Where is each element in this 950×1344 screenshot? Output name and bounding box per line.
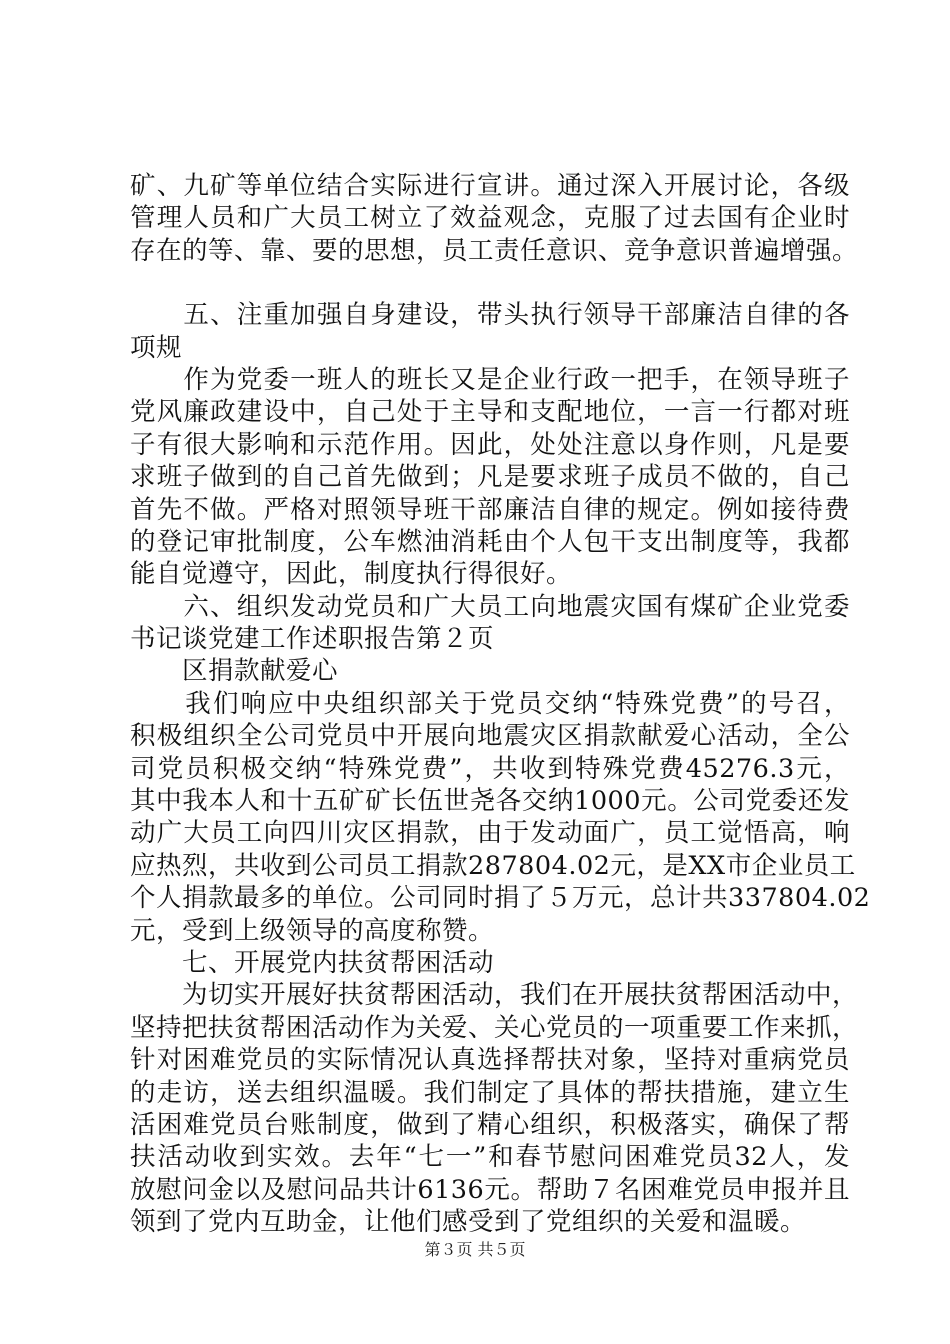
text-line: 作为党委一班人的班长又是企业行政一把手，在领导班子 [130, 364, 850, 395]
section-heading: 六、组织发动党员和广大员工向地震灾国有煤矿企业党委 [130, 591, 850, 622]
text-line: 管理人员和广大员工树立了效益观念，克服了过去国有企业时 [130, 203, 850, 234]
text-line: 子有很大影响和示范作用。因此，处处注意以身作则，凡是要 [130, 429, 850, 460]
text-line: 动广大员工向四川灾区捐款，由于发动面广，员工觉悟高，响 [130, 818, 850, 849]
text-line: 首先不做。严格对照领导班干部廉洁自律的规定。例如接待费 [130, 494, 850, 525]
section-heading: 五、注重加强自身建设，带头执行领导干部廉洁自律的各 [130, 300, 850, 331]
text-line: 放慰问金以及慰问品共计6136元。帮助７名困难党员申报并且 [130, 1174, 850, 1205]
text-line: 领到了党内互助金，让他们感受到了党组织的关爱和温暖。 [130, 1207, 807, 1238]
text-line: 为切实开展好扶贫帮困活动，我们在开展扶贫帮困活动中， [130, 980, 859, 1011]
text-line: 扶活动收到实效。去年“七一”和春节慰问困难党员32人，发 [130, 1142, 850, 1173]
section-heading: 项规 [130, 332, 183, 363]
text-line: 司党员积极交纳“特殊党费”，共收到特殊党费45276.3元， [130, 753, 850, 784]
document-body [130, 170, 871, 1239]
text-line: 的走访，送去组织温暖。我们制定了具体的帮扶措施，建立生 [130, 1077, 850, 1108]
text-line: 针对困难党员的实际情况认真选择帮扶对象，坚持对重病党员 [130, 1045, 850, 1076]
page-number-footer: 第３页 共５页 [424, 1240, 526, 1259]
text-line: 矿、九矿等单位结合实际进行宣讲。通过深入开展讨论，各级 [130, 171, 850, 201]
section-heading: 七、开展党内扶贫帮困活动 [130, 947, 495, 978]
text-line: 党风廉政建设中，自己处于主导和支配地位，一言一行都对班 [130, 397, 850, 428]
text-line: 个人捐款最多的单位。公司同时捐了５万元，总计共337804.02 [130, 883, 871, 914]
section-heading: 区捐款献爱心 [130, 656, 339, 687]
text-line: 活困难党员台账制度，做到了精心组织，积极落实，确保了帮 [130, 1109, 850, 1140]
text-line: 的登记审批制度，公车燃油消耗由个人包干支出制度等，我都 [130, 526, 850, 557]
text-line: 其中我本人和十五矿矿长伍世尧各交纳1000元。公司党委还发 [130, 786, 850, 817]
paragraph-gap [130, 267, 850, 299]
text-line: 应热烈，共收到公司员工捐款287804.02元，是XX市企业员工 [130, 850, 856, 881]
text-line: 存在的等、靠、要的思想，员工责任意识、竞争意识普遍增强。 [130, 235, 859, 266]
section-heading: 书记谈党建工作述职报告第２页 [130, 624, 495, 655]
text-line: 我们响应中央组织部关于党员交纳“特殊党费”的号召， [130, 688, 850, 719]
text-line: 能自觉遵守，因此，制度执行得很好。 [130, 559, 573, 590]
text-line: 元，受到上级领导的高度称赞。 [130, 915, 495, 946]
text-line: 坚持把扶贫帮困活动作为关爱、关心党员的一项重要工作来抓， [130, 1012, 859, 1043]
text-line: 求班子做到的自己首先做到；凡是要求班子成员不做的，自己 [130, 462, 850, 493]
text-line: 积极组织全公司党员中开展向地震灾区捐款献爱心活动，全公 [130, 721, 850, 752]
